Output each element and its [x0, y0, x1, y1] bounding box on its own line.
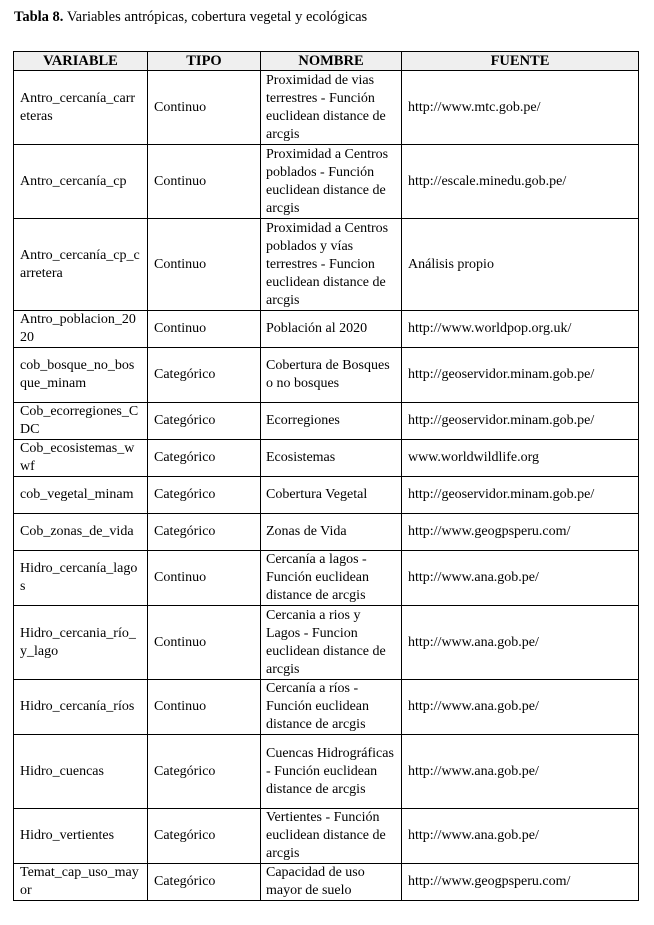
table-row: [14, 440, 639, 477]
cell-nombre: Proximidad de vias terrestres - Función euclidean distance de arcgis: [261, 71, 402, 145]
cell-nombre: Cuencas Hidrográficas - Función euclidean distance de arcgis: [261, 735, 402, 809]
cell-nombre: Cobertura Vegetal: [261, 477, 402, 514]
cell-tipo: Categórico: [148, 809, 261, 864]
cell-fuente: http://geoservidor.minam.gob.pe/: [402, 403, 639, 440]
cell-variable: Antro_poblacion_2020: [14, 311, 148, 348]
table-row: [14, 864, 639, 901]
variables-table: [13, 51, 639, 901]
cell-nombre: Cercanía a lagos - Función euclidean distance de arcgis: [261, 551, 402, 606]
table-body: [14, 71, 639, 901]
cell-tipo: Continuo: [148, 145, 261, 219]
cell-variable: cob_bosque_no_bosque_minam: [14, 348, 148, 403]
cell-tipo: Categórico: [148, 864, 261, 901]
cell-fuente: http://www.ana.gob.pe/: [402, 680, 639, 735]
cell-variable: Temat_cap_uso_mayor: [14, 864, 148, 901]
cell-tipo: Continuo: [148, 219, 261, 311]
cell-fuente: http://www.mtc.gob.pe/: [402, 71, 639, 145]
cell-variable: Hidro_vertientes: [14, 809, 148, 864]
cell-variable: Antro_cercanía_cp_carretera: [14, 219, 148, 311]
cell-fuente: http://geoservidor.minam.gob.pe/: [402, 477, 639, 514]
table-header-row: [14, 52, 639, 71]
cell-fuente: http://www.ana.gob.pe/: [402, 735, 639, 809]
table-row: [14, 680, 639, 735]
cell-variable: Cob_ecosistemas_wwf: [14, 440, 148, 477]
cell-fuente: http://geoservidor.minam.gob.pe/: [402, 348, 639, 403]
header-tipo: TIPO: [148, 52, 261, 71]
table-row: [14, 809, 639, 864]
cell-nombre: Capacidad de uso mayor de suelo: [261, 864, 402, 901]
cell-variable: Antro_cercanía_cp: [14, 145, 148, 219]
cell-nombre: Zonas de Vida: [261, 514, 402, 551]
cell-tipo: Continuo: [148, 551, 261, 606]
cell-nombre: Proximidad a Centros poblados y vías terrestres - Funcion euclidean distance de arcgis: [261, 219, 402, 311]
cell-nombre: Ecorregiones: [261, 403, 402, 440]
cell-nombre: Vertientes - Función euclidean distance de arcgis: [261, 809, 402, 864]
table-row: [14, 514, 639, 551]
cell-tipo: Continuo: [148, 680, 261, 735]
table-caption: [14, 8, 367, 26]
cell-nombre: Ecosistemas: [261, 440, 402, 477]
cell-variable: Antro_cercanía_carreteras: [14, 71, 148, 145]
caption-label: Tabla 8.: [14, 9, 64, 25]
table-row: [14, 551, 639, 606]
cell-variable: Hidro_cuencas: [14, 735, 148, 809]
cell-variable: Hidro_cercanía_ríos: [14, 680, 148, 735]
header-nombre: NOMBRE: [261, 52, 402, 71]
cell-tipo: Categórico: [148, 735, 261, 809]
table-row: [14, 606, 639, 680]
cell-nombre: Proximidad a Centros poblados - Función euclidean distance de arcgis: [261, 145, 402, 219]
cell-fuente: http://www.geogpsperu.com/: [402, 514, 639, 551]
table-row: [14, 348, 639, 403]
cell-nombre: Población al 2020: [261, 311, 402, 348]
cell-variable: Hidro_cercania_río_y_lago: [14, 606, 148, 680]
cell-variable: Cob_zonas_de_vida: [14, 514, 148, 551]
table-row: [14, 403, 639, 440]
table-row: [14, 219, 639, 311]
cell-tipo: Categórico: [148, 348, 261, 403]
table-row: [14, 477, 639, 514]
cell-tipo: Continuo: [148, 71, 261, 145]
cell-fuente: http://www.ana.gob.pe/: [402, 606, 639, 680]
cell-tipo: Categórico: [148, 514, 261, 551]
table-row: [14, 145, 639, 219]
cell-fuente: http://www.ana.gob.pe/: [402, 551, 639, 606]
cell-fuente: Análisis propio: [402, 219, 639, 311]
caption-title: Variables antrópicas, cobertura vegetal y ecológicas: [66, 9, 368, 25]
cell-variable: Cob_ecorregiones_CDC: [14, 403, 148, 440]
cell-fuente: http://www.worldpop.org.uk/: [402, 311, 639, 348]
cell-tipo: Categórico: [148, 403, 261, 440]
table-row: [14, 71, 639, 145]
cell-variable: Hidro_cercanía_lagos: [14, 551, 148, 606]
cell-tipo: Categórico: [148, 440, 261, 477]
cell-nombre: Cercania a rios y Lagos - Funcion euclidean distance de arcgis: [261, 606, 402, 680]
cell-variable: cob_vegetal_minam: [14, 477, 148, 514]
table-row: [14, 311, 639, 348]
cell-tipo: Categórico: [148, 477, 261, 514]
cell-nombre: Cercanía a ríos - Función euclidean distance de arcgis: [261, 680, 402, 735]
cell-tipo: Continuo: [148, 311, 261, 348]
cell-fuente: www.worldwildlife.org: [402, 440, 639, 477]
cell-fuente: http://escale.minedu.gob.pe/: [402, 145, 639, 219]
header-fuente: FUENTE: [402, 52, 639, 71]
cell-nombre: Cobertura de Bosques o no bosques: [261, 348, 402, 403]
cell-tipo: Continuo: [148, 606, 261, 680]
table-row: [14, 735, 639, 809]
cell-fuente: http://www.ana.gob.pe/: [402, 809, 639, 864]
cell-fuente: http://www.geogpsperu.com/: [402, 864, 639, 901]
header-variable: VARIABLE: [14, 52, 148, 71]
